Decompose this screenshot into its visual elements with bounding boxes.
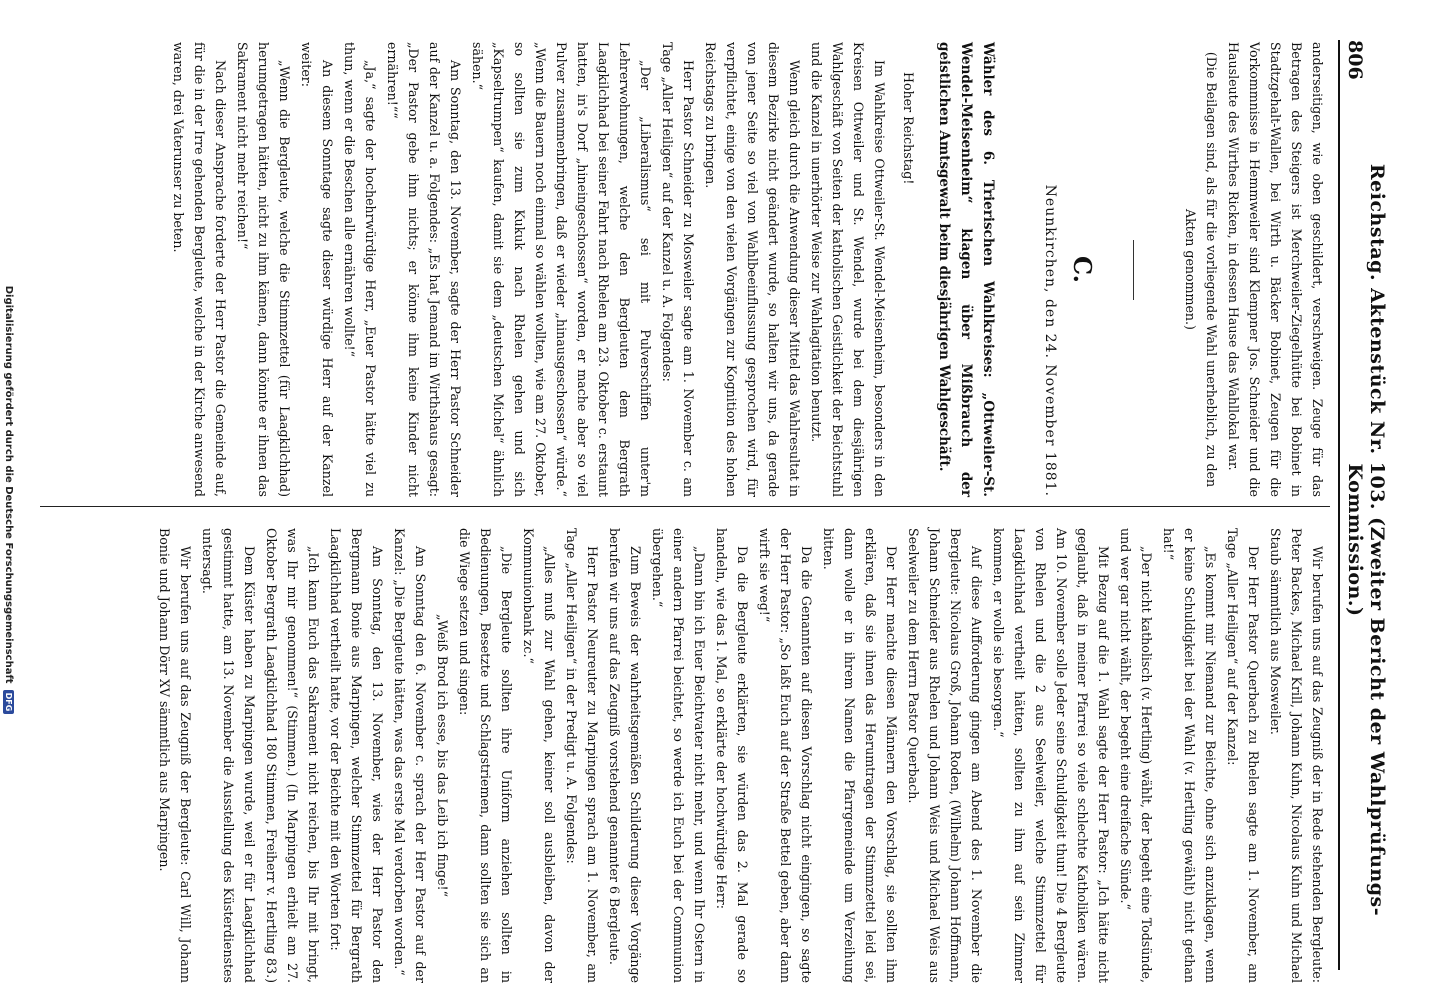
paragraph: Der Herr Pastor Querbach zu Rhelen sagte am 1. November, am Tage „Aller Heiligen“ auf der Kanzel:	[1225, 528, 1261, 983]
paragraph: „Der „Liberalismus“ sei mit Pulverschiffen unter'm Lehrerwohnungen, welche den Bergleuten dem Bergrath Laagkilchhad bei seiner Fahrt nach Rhelen am 23. Oktober c. erstaunt hatten, in's Dorf „hineingeschossen“ worden, er mache aber so viel Pulver zusammenbringen, daß er wieder „hinausgeschossen“ würde.“ „Wenn die Bauern noch einmal so wählen wollten, wie am 27. Oktober, so sollten sie zum Kukuk nach Rhelen gehen und sich „Kapseltrumpen“ kaufen, damit sie dem „deutschen Michel“ ähnlich sähen.“	[470, 42, 653, 497]
paragraph: anderseitigen, wie oben geschildert, verschweigen. Zeuge für das Betragen des Steigers ist Merchweiler-Ziegelhütte bei Bobinet in Stadtzgehalt-Wallen, bei Wirth u. Bäcker Bobinet, Zeugen für die Vorkommnisse in Hemmweiler sind Klempner Jos. Schneider und die Hausleute des Wirthes Ricken, in dessen Hause das Wahllokal war.	[1226, 42, 1325, 497]
paragraph: Zum Beweis der wahrheitsgemäßen Schilderung dieser Vorgänge berufen wir uns auf das Zeugniß vorstehend genannter 6 Bergleute.	[607, 528, 643, 983]
section-letter: C.	[1068, 255, 1097, 284]
paragraph: „Wenn die Bergleute, welche die Stimmzettel (für Laagkilchhad) herumgetragen hätten, nicht zu ihm kämen, dann könnte er ihnen das Sakrament nicht mehr reichen!“	[235, 42, 292, 497]
paragraph: Wir berufen uns auf das Zeugniß der in Rede stehenden Bergleute: Peter Backes, Michael Krill, Johann Kuhn, Nicolaus Kuhn und Michael Staub sämmtlich aus Mosweiler.	[1268, 528, 1325, 983]
salutation: Hoher Reichstag!	[901, 72, 916, 185]
paragraph: „Weiß Brod ich esse, bis das Leib ich finge!“	[435, 613, 450, 898]
paragraph: Der Herr machte diesen Männern den Vorschlag, sie sollten ihm erklären, daß sie ihnen das Herumtragen der Stimmzettel leid sei, dann wolle er in ihrem Namen die Pfarrgemeinde um Verzeihung bitten.	[821, 528, 899, 983]
dfg-logo: DFG	[4, 690, 15, 715]
running-head	[1338, 40, 1388, 970]
paragraph: „Ja,“ sagte der hochehrwürdige Herr, „Euer Pastor hätte viel zu thun, wenn er die Beschen alle ernähren wollte!“	[342, 42, 378, 497]
paragraph: „Die Bergleute sollten ihre Uniform anziehen sollten in Bedienungen, Besetzte und Schlagstriemen, dann sollten sie sich an die Wiege setzen und singen:	[457, 528, 514, 983]
paragraph: Wenn gleich durch die Anwendung dieser Mittel das Wahlresultat in diesem Bezirke nicht geändert wurde, so halten wir uns, da gerade von jener Seite so viel von Wahlbeeinflussung gesprochen wird, für verpflichtet, einige von den vielen Vorgängen zur Kognition des hohen Reichstags zu bringen.	[703, 42, 802, 497]
paragraph: „Es kommt mir Niemand zur Beichte, ohne sich anzuklagen, wenn er keine Schuldigkeit bei der Wahl (v. Hertling gewählt) nicht gethan hat!“	[1161, 528, 1218, 983]
paragraph: (Die Beilagen sind, als für die vorliegende Wahl unerheblich, zu den Akten genommen.)	[1183, 51, 1219, 488]
paragraph: Dem Küster haben zu Marpingen wurde, weil er für Laagkilchhad gestimmt hatte, am 13. November die Ausstellung des Küsterdienstes untersagt.	[200, 528, 257, 983]
paragraph: Nach dieser Ansprache forderte der Herr Pastor die Gemeinde auf, für die in der Irre gehenden Bergleute, welche in der Kirche anwesend waren, drei Vaterunser zu beten.	[171, 42, 228, 497]
paragraph: Am Sonntag, den 13. November, wies der Herr Pastor den Bergmann Bonie aus Marpingen, welcher Stimmzettel für Bergrath Laagkilchhad vertheilt hatte, vor der Beichte mit den Worten fort:	[328, 528, 385, 983]
left-column	[167, 42, 1328, 497]
right-column	[153, 528, 1328, 983]
section-heading: Wähler des 6. Trierischen Wahlkreises: „Ottweiler-St. Wendel-Meisenheim“ klagen über Mißbrauch der geistlichen Amtsgewalt beim diesjährigen Wahlgeschäft.	[936, 42, 996, 497]
date-line: Neunkirchen, den 24. November 1881.	[1042, 184, 1058, 497]
paragraph: „Ich kann Euch das Sakrament nicht reichen, bis Ihr mit bringt, was Ihr mir genommen!“ (Stimmen.) (In Marpingen erhielt am 27. Oktober Bergrath Laagkilchhad 180 Stimmen, Freiherr v. Hertling 83.)	[264, 528, 321, 983]
paragraph: Am Sonntag, den 13. November, sagte der Herr Pastor Schneider auf der Kanzel u. a. Folgendes: „Es hat Jemand im Wirthshaus gesagt: „Der Pastor gebe ihm nichts; er könne ihm keine Kinder nicht ernähren!““	[385, 42, 463, 497]
paragraph: „Alles muß zur Wahl gehen, keiner soll ausbleiben, davon der Kommunionbank zc.“	[521, 528, 557, 983]
paragraph: „Dann bin ich Euer Beichtvater nicht mehr, und wenn Ihr Ostern in einer andern Pfarrei beichtet, so werde ich Euch bei der Communion übergehen.“	[650, 528, 707, 983]
paragraph: Im Wahlkreise Ottweiler-St. Wendel-Meisenheim, besonders in den Kreisen Ottweiler und St. Wendel, wurde bei dem diesjährigen Wahlgeschäft von Seiten der katholischen Geistlichkeit der Beichtstuhl und die Kanzel in unerhörter Weise zur Wahlagitation benutzt.	[809, 42, 887, 497]
paragraph: Auf diese Aufforderung gingen am Abend des 1. November die Bergleute: Nicolaus Groß, Johann Roden, (Wilhelm) Johann Hoffmann, Johann Schneider aus Rhelen und Johann Weis und Michael Weis aus Seelweiler zu dem Herrn Pastor Querbach.	[906, 528, 984, 983]
paragraph: Da die Genannten auf diesen Vorschlag nicht eingingen, so sagte der Herr Pastor: „So laßt Euch auf der Straße Bettel geben, aber dann wirft sie weg!“	[757, 528, 814, 983]
paragraph: Herr Pastor Neureuter zu Marpingen sprach am 1. November, am Tage „Aller Heiligen“ in der Predigt u. A. Folgendes:	[564, 528, 600, 983]
digitization-credit	[0, 0, 18, 1000]
page-title: Reichstag. Aktenstück Nr. 103. (Zweiter Bericht der Wahlprüfungs-Kommission.)	[1344, 163, 1388, 917]
credit-text: Digitalisierung gefördert durch die Deutsche Forschungsgemeinschaft	[3, 285, 15, 684]
paragraph: Wir berufen uns auf das Zeugniß der Bergleute: Carl Will, Johann Bonie und Johann Dörr XV sämmtlich aus Marpingen.	[157, 528, 193, 983]
column-divider	[40, 506, 1330, 507]
paragraph: Mit Bezug auf die 1. Wahl sagte der Herr Pastor: „Ich hätte nicht geglaubt, daß in meiner Pfarrei so viele schlechte Katholiken wären. Am 10. November solle Jeder seine Schuldigkeit thun! Die 4 Bergleute von Rhelen und die 2 aus Seelweiler, welche Stimmzettel für Laagkilchhad vertheilt hätten, sollten zu ihm auf sein Zimmer kommen, er wolle sie besorgen.“	[991, 528, 1111, 983]
paragraph: An diesem Sonntage sagte dieser würdige Herr auf der Kanzel weiter:	[299, 42, 335, 497]
paragraph: Herr Pastor Schneider zu Mosweiler sagte am 1. November c. am Tage „Aller Heiligen“ auf der Kanzel u. A. Folgendes:	[660, 42, 696, 497]
separator-rule	[1133, 240, 1134, 300]
paragraph: Da die Bergleute erklärten, sie würden das 2. Mal gerade so handeln, wie das 1. Mal, so erklärte der hochwürdige Herr:	[714, 528, 750, 983]
page-number: 806	[1344, 40, 1366, 80]
paragraph: Am Sonntag den 6. November c. sprach der Herr Pastor auf der Kanzel: „Die Bergleute hätten, was das erste Mal verdorben worden.“	[392, 528, 428, 983]
paragraph: „Der nicht katholisch (v. Hertling) wählt, der begeht eine Todsünde, und wer gar nicht wählt, der begeht eine dreifache Sünde.“	[1118, 528, 1154, 983]
